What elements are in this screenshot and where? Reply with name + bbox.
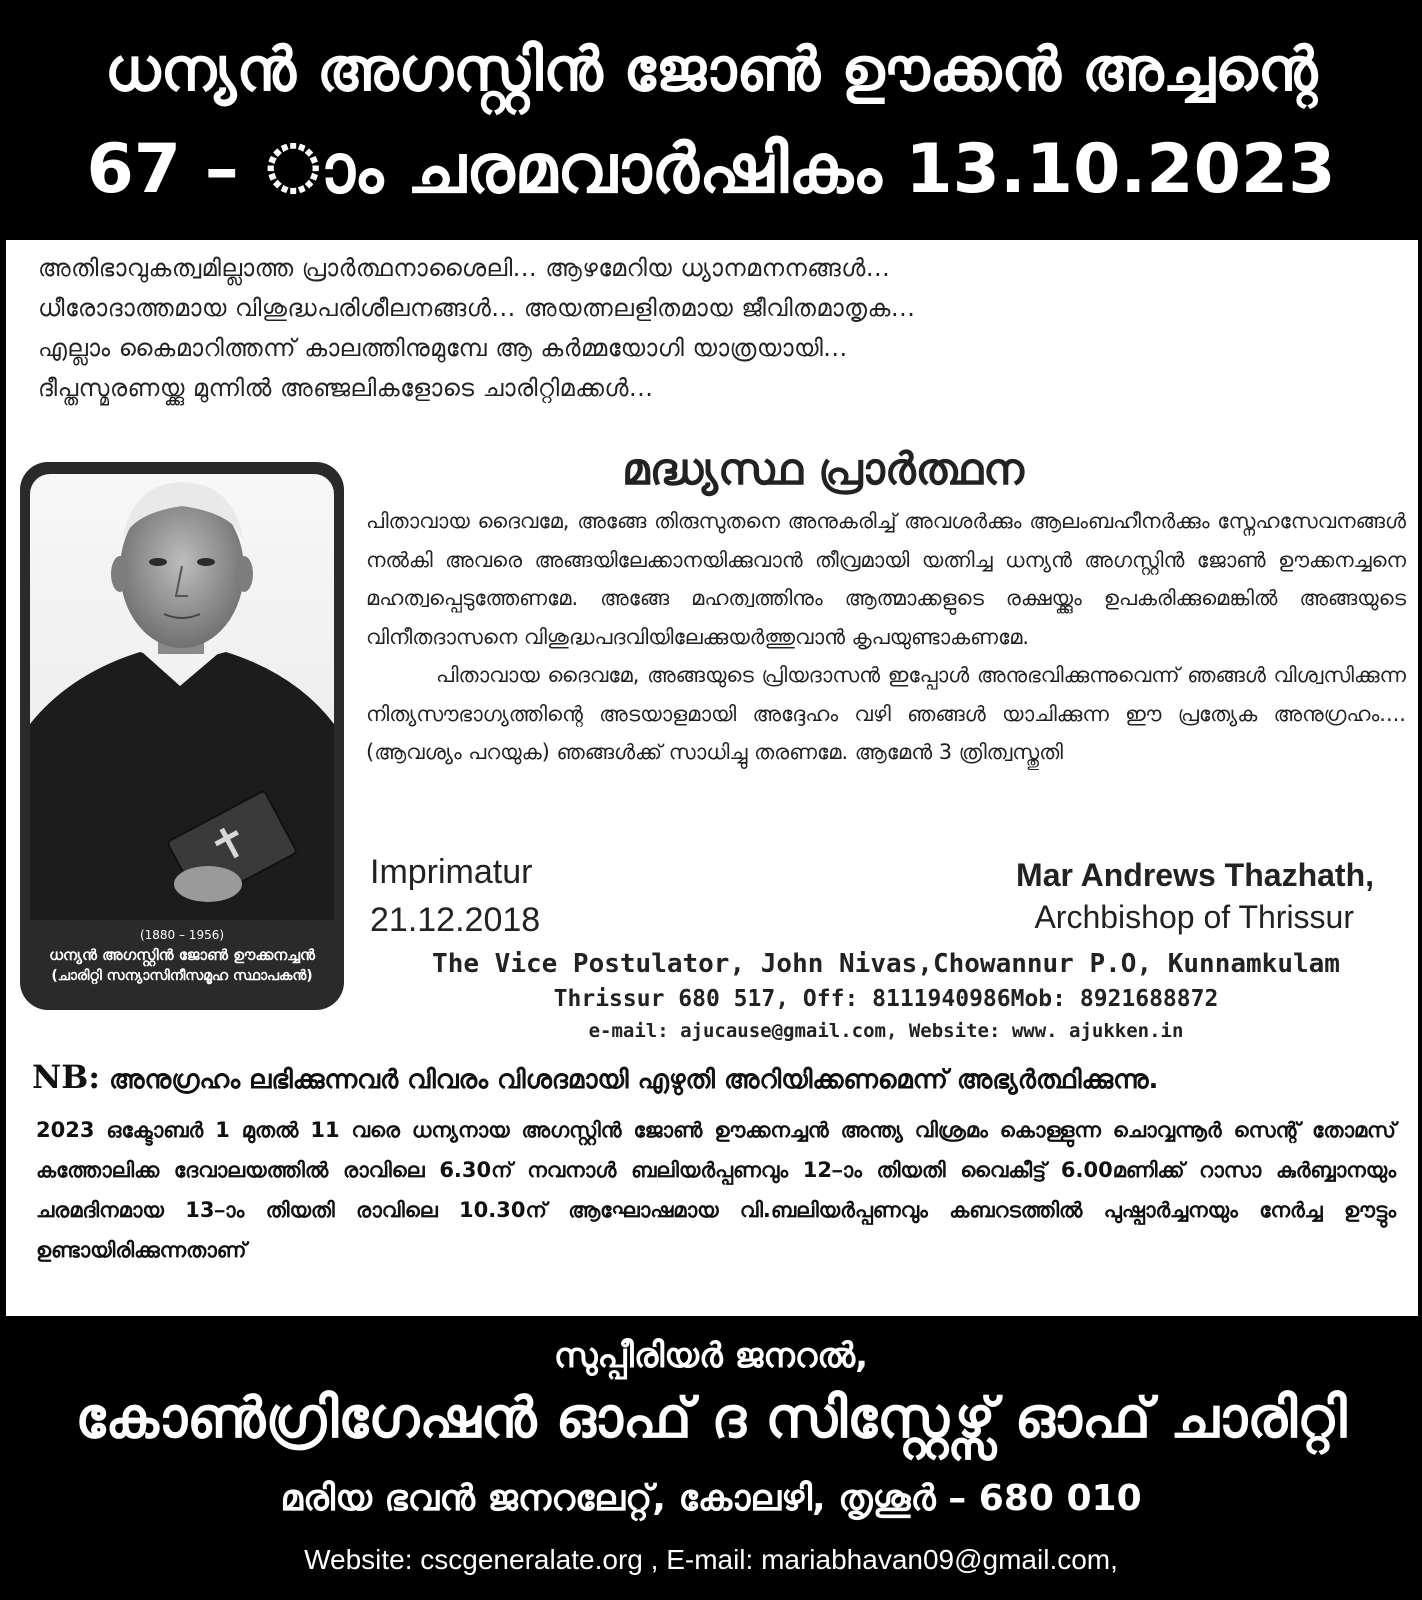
header-banner [0,0,1422,236]
contact-phone: Thrissur 680 517, Off: 8111940986Mob: 8921688872 [553,986,1219,1012]
priest-portrait [30,474,334,920]
intro-line: എല്ലാം കൈമാറിത്തന്ന് കാലത്തിനുമുമ്പേ ആ കർമ്മയോഗി യാത്രയായി... [38,334,848,362]
archbishop-name: Mar Andrews Thazhath, [1016,857,1374,893]
portrait-role: (ചാരിറ്റി സന്യാസിനീസമൂഹ സ്ഥാപകൻ) [51,968,313,984]
imprimatur-label: Imprimatur [370,853,533,891]
contact-email-website: e-mail: ajucause@gmail.com, Website: www. ajukken.in [588,1020,1184,1042]
archbishop-title: Archbishop of Thrissur [1034,899,1354,935]
footer-banner [0,1318,1422,1600]
lifespan: (1880 – 1956) [139,928,225,942]
prayer-text [366,502,1406,772]
intro-line: ധീരോദാത്തമായ വിശുദ്ധപരിശീലനങ്ങൾ... അയത്നലളിതമായ ജീവിതമാതൃക... [38,294,916,322]
event-notice: 2023 ഒക്ടോബർ 1 മുതൽ 11 വരെ ധന്യനായ അഗസ്റ്റിൻ ജോൺ ഊക്കനച്ചൻ അന്ത്യ വിശ്രമം കൊള്ളുന്ന ചൊവ്വന്നൂർ സെന്റ് തോമസ് കത്തോലിക്ക ദേവാലയത്തിൽ രാവിലെ 6.30ന് നവനാൾ ബലിയർപ്പണവും 12–ാം തിയതി വൈകീട്ട് 6.00മണിക്ക് റാസാ കുർബ്ബാനയും ചരമദിനമായ 13–ാം തിയതി രാവിലെ 10.30ന് ആഘോഷമായ വി.ബലിയർപ്പണവും കബറടത്തിൽ പുഷ്പാർച്ചനയും നേർച്ച ഊട്ടും ഉണ്ടായിരിക്കുന്നതാണ് [36,1118,1396,1262]
portrait-caption [20,918,344,1010]
anniversary-date-line: 67 – ാം ചരമവാർഷികം 13.10.2023 [86,130,1336,209]
portrait-frame [20,462,344,1010]
prayer-paragraph: പിതാവായ ദൈവമേ, അങ്ങേ തിരുസുതനെ അനുകരിച്ച് അവശർക്കും ആലംബഹീനർക്കും സ്നേഹസേവനങ്ങൾ നൽകി അവരെ അങ്ങയിലേക്കാനയിക്കുവാൻ തീവ്രമായി യത്നിച്ച ധന്യൻ അഗസ്റ്റിൻ ജോൺ ഊക്കനച്ചനെ മഹത്വപ്പെടുത്തേണമേ. അങ്ങേ മഹത്വത്തിനും ആത്മാക്കളുടെ രക്ഷയ്ക്കും ഉപകരിക്കുമെങ്കിൽ അങ്ങയുടെ വിനീതദാസനെ വിശുദ്ധപദവിയിലേക്കുയർത്തുവാൻ കൃപയുണ്ടാകണമേ. [366,509,1406,649]
intro-line: ദീപ്തസ്മരണയ്ക്കു മുന്നിൽ അഞ്ജലികളോടെ ചാരിറ്റിമക്കൾ... [38,374,654,402]
footer-congregation: കോൺഗ്രിഗേഷൻ ഓഫ് ദ സിസ്റ്റേഴ്സ് ഓഫ് ചാരിറ്റി [75,1386,1347,1451]
contact-address: The Vice Postulator, John Nivas,Chowannur P.O, Kunnamkulam [432,949,1340,979]
contact-block [366,946,1406,1046]
nb-label: NB: [32,1058,101,1096]
footer-web-email: Website: cscgeneralate.org , E-mail: mariabhavan09@gmail.com, [304,1544,1118,1575]
imprimatur [370,848,540,944]
footer-superior: സുപ്പീരിയർ ജനറൽ, [553,1336,869,1376]
archbishop-signature [1016,854,1374,938]
footer-address: മരിയ ഭവൻ ജനറലേറ്റ്, കോലഴി, തൃശൂർ – 680 010 [280,1478,1142,1519]
imprimatur-date: 21.12.2018 [370,901,541,939]
content-panel [6,240,1418,1316]
nb-text: അനുഗ്രഹം ലഭിക്കുന്നവർ വിവരം വിശദമായി എഴുതി അറിയിക്കണമെന്ന് അഭ്യർത്ഥിക്കുന്നു. [109,1065,1159,1095]
intro-text [38,248,915,408]
intro-line: അതിഭാവുകത്വമില്ലാത്ത പ്രാർത്ഥനാശൈലി... ആഴമേറിയ ധ്യാനമനനങ്ങൾ... [38,254,891,282]
headline: ധന്യൻ അഗസ്റ്റിൻ ജോൺ ഊക്കൻ അച്ചന്റെ [104,35,1318,105]
prayer-paragraph: പിതാവായ ദൈവമേ, അങ്ങയുടെ പ്രിയദാസൻ ഇപ്പോൾ അനുഭവിക്കുന്നുവെന്ന് ഞങ്ങൾ വിശ്വസിക്കുന്ന നിത്യസൗഭാഗ്യത്തിന്റെ അടയാളമായി അദ്ദേഹം വഴി ഞങ്ങൾ യാചിക്കുന്ന ഈ പ്രത്യേക അനുഗ്രഹം.... (ആവശ്യം പറയുക) ഞങ്ങൾക്ക് സാധിച്ചു തരണമേ. ആമേൻ 3 ത്രിത്വസ്തുതി [366,663,1406,764]
prayer-title: മദ്ധ്യസ്ഥ പ്രാർത്ഥന [622,444,1024,495]
nb-note [32,1058,1158,1096]
portrait-name: ധന്യൻ അഗസ്റ്റിൻ ജോൺ ഊക്കനച്ചൻ [49,946,315,964]
